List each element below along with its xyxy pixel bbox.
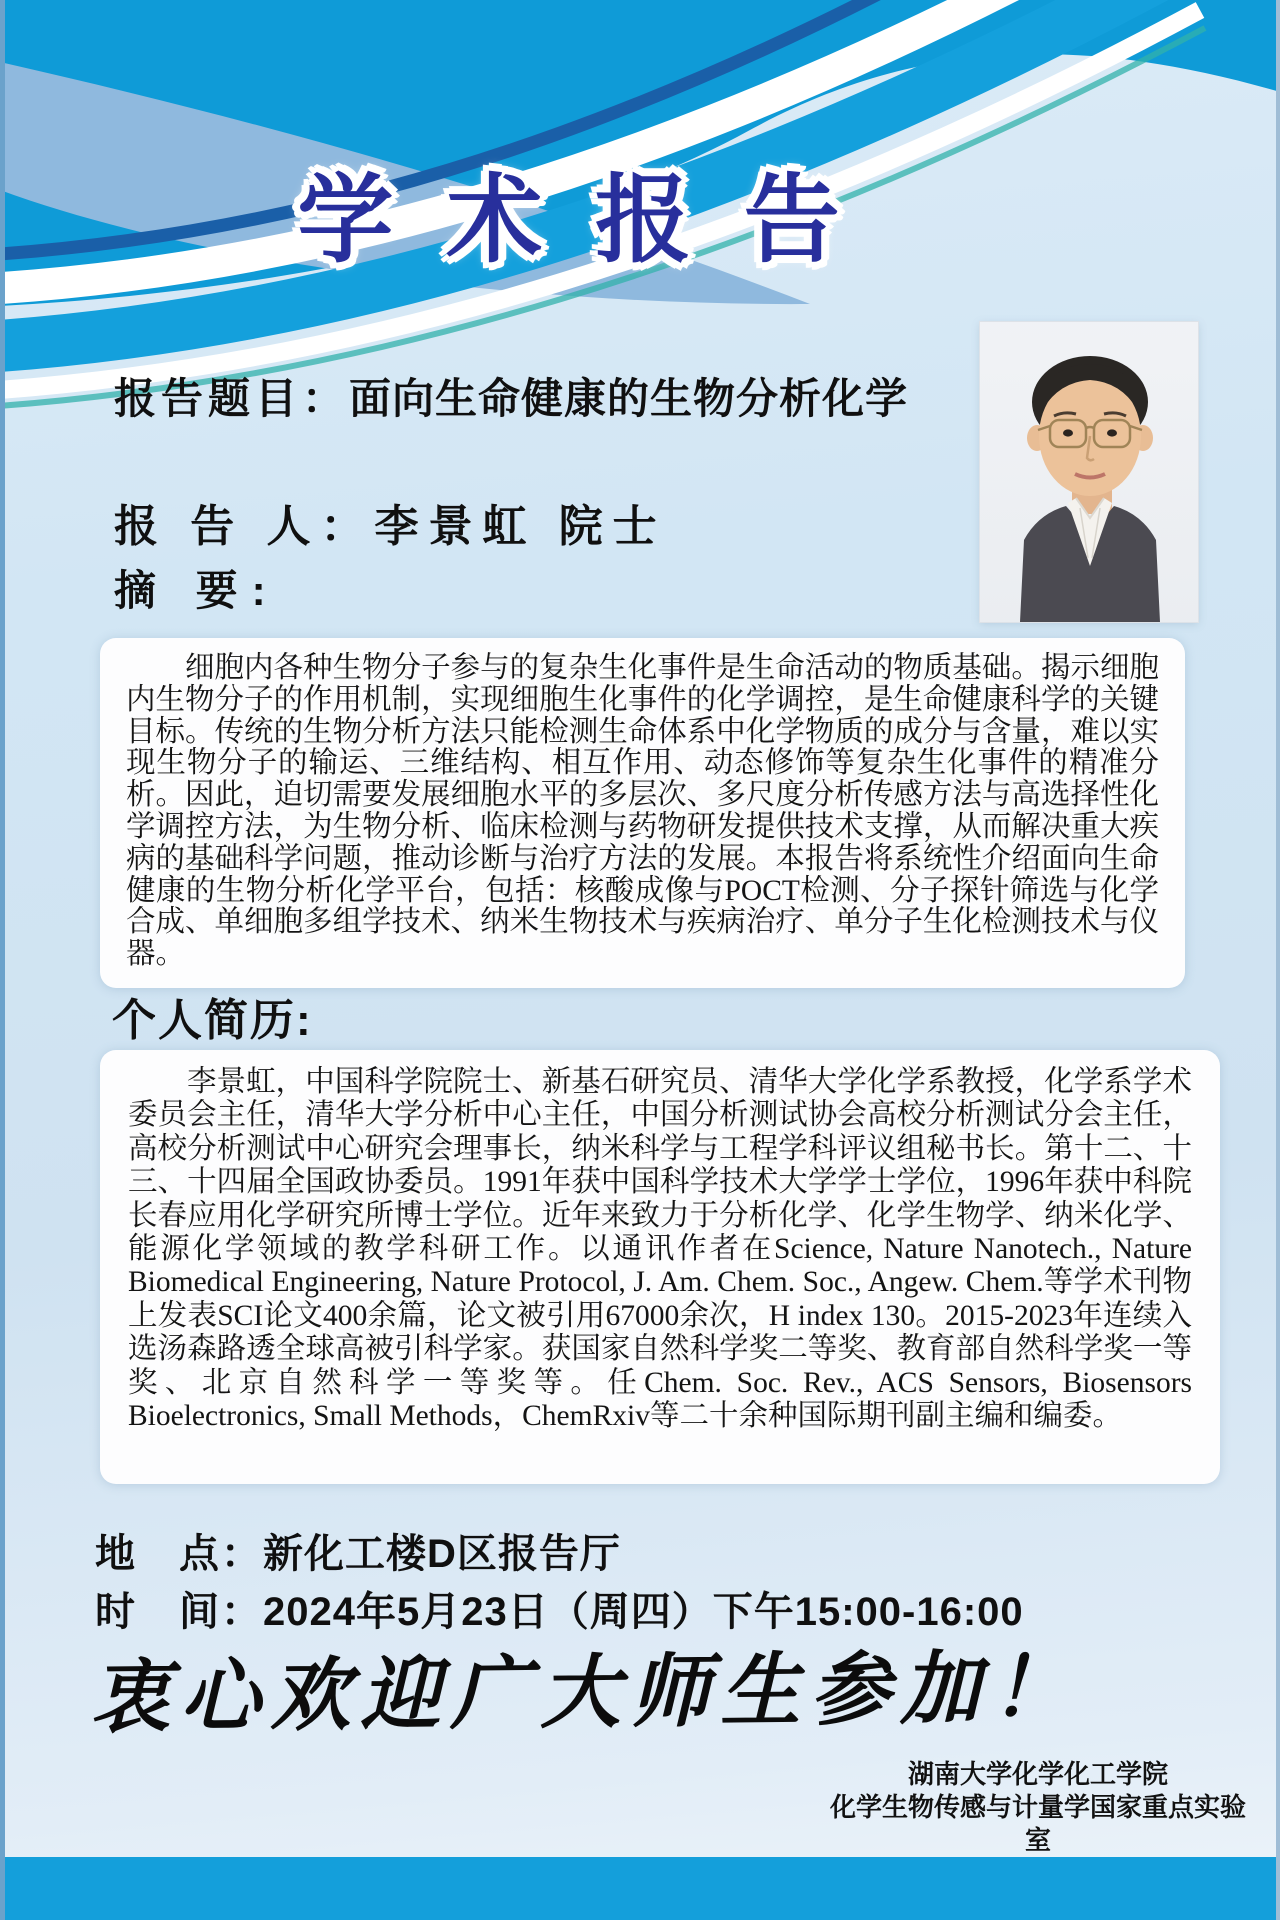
- bottom-accent-bar: [0, 1857, 1280, 1920]
- venue-label: 地 点：: [95, 1532, 263, 1576]
- venue-value: 新化工楼D区报告厅: [263, 1532, 621, 1576]
- portrait-illustration: [980, 322, 1198, 622]
- footer-organization-2: 化学生物传感与计量学国家重点实验室: [829, 1792, 1246, 1855]
- abstract-text: 细胞内各种生物分子参与的复杂生化事件是生命活动的物质基础。揭示细胞内生物分子的作用机制，实现细胞生化事件的化学调控，是生命健康科学的关键目标。传统的生物分析方法只能检测生命体系中化学物质的成分与含量，难以实现生物分子的输运、三维结构、相互作用、动态修饰等复杂生化事件的精准分析。因此，迫切需要发展细胞水平的多层次、多尺度分析传感方法与高选择性化学调控方法，为生物分析、临床检测与药物研发提供技术支撑，从而解决重大疾病的基础科学问题，推动诊断与治疗方法的发展。本报告将系统性介绍面向生命健康的生物分析化学平台，包括：核酸成像与POCT检测、分子探针筛选与化学合成、单细胞多组学技术、纳米生物技术与疾病治疗、单分子生化检测技术与仪器。: [126, 652, 1159, 971]
- footer-organization-1: 湖南大学化学化工学院: [907, 1759, 1168, 1789]
- page-title: 学术报告: [297, 167, 893, 274]
- speaker-label: 报 告 人：: [114, 502, 375, 551]
- right-edge-border: [1276, 0, 1280, 1920]
- bio-text: 李景虹，中国科学院院士、新基石研究员、清华大学化学系教授，化学系学术委员会主任，清华大学分析中心主任，中国分析测试协会高校分析测试分会主任，高校分析测试中心研究会理事长，纳米科学与工程学科评议组秘书长。第十二、十三、十四届全国政协委员。1991年获中国科学技术大学学士学位，1996年获中科院长春应用化学研究所博士学位。近年来致力于分析化学、化学生物学、纳米化学、能源化学领域的教学科研工作。以通讯作者在Science, Nature Nanotech., Nature Biomedical Engineering, Nature Protocol, J. Am. Chem. Soc., Angew. Chem.等学术刊物上发表SCI论文400余篇，论文被引用67000余次，H index 130。2015-2023年连续入选汤森路透全球高被引科学家。获国家自然科学奖二等奖、教育部自然科学奖一等奖、北京自然科学一等奖等。任Chem. Soc. Rev., ACS Sensors, Biosensors Bioelectronics, Small Methods，ChemRxiv等二十余种国际期刊副主编和编委。: [128, 1066, 1192, 1433]
- venue-line: [95, 1522, 621, 1579]
- left-edge-border: [0, 0, 5, 1920]
- abstract-heading: 摘 要:: [114, 567, 280, 614]
- bio-heading: 个人简历:: [112, 996, 313, 1045]
- abstract-box: [100, 638, 1185, 988]
- topic-value: 面向生命健康的生物分析化学: [349, 375, 909, 422]
- speaker-line: [114, 490, 667, 554]
- speaker-photo: [980, 322, 1198, 622]
- welcome-message: 衷心欢迎广大师生参加！: [89, 1639, 1081, 1745]
- time-label: 时 间：: [95, 1590, 263, 1634]
- bio-box: [100, 1050, 1220, 1484]
- topic-line: [114, 366, 908, 426]
- topic-label: 报告题目：: [114, 375, 350, 422]
- time-value: 2024年5月23日（周四）下午15:00-16:00: [263, 1590, 1024, 1634]
- speaker-name: 李景虹 院士: [374, 502, 667, 551]
